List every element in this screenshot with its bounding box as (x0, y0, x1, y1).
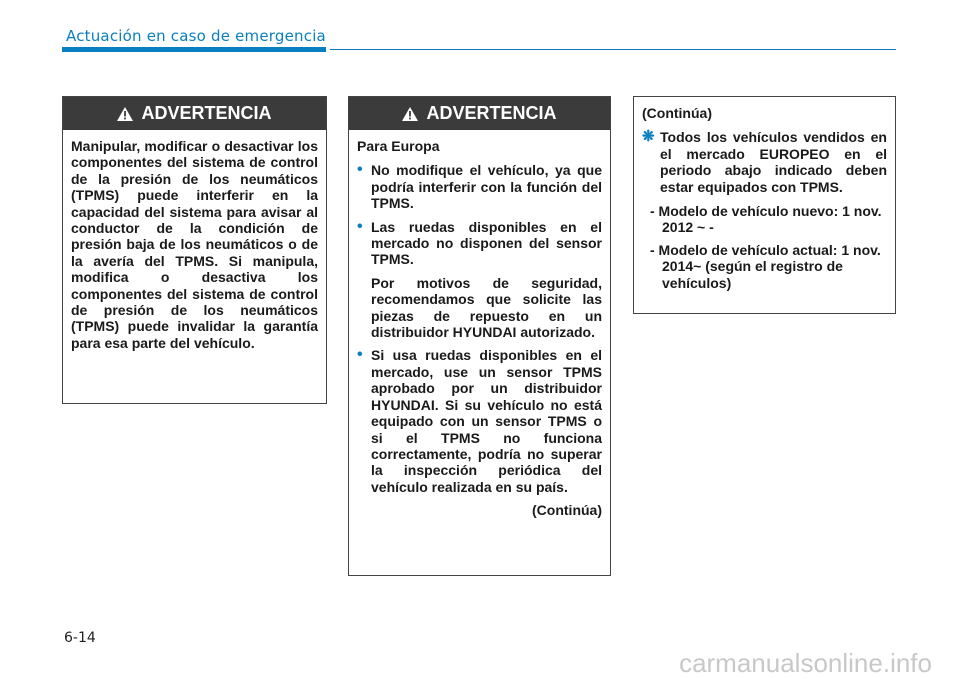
header-rule-accent (62, 47, 326, 52)
warning-box-tampering (62, 96, 327, 404)
continuation-heading: (Continúa) (642, 105, 712, 121)
dash-item: - Modelo de vehículo actual: 1 nov. 2014~ (según el registro de vehículos) (650, 241, 881, 291)
bullet-item: • Las ruedas disponibles en el mercado no disponen del sensor TPMS. (357, 219, 602, 268)
page-number: 6-14 (64, 630, 96, 646)
note-text: Todos los vehículos vendidos en el mercado EUROPEO en el periodo abajo indicado deben estar equipados con TPMS. (660, 129, 887, 195)
continues-label: (Continúa) (532, 502, 602, 519)
warning-triangle-icon (402, 107, 418, 121)
continuation-box (633, 96, 896, 314)
bullet-item: • No modifique el vehículo, ya que podría interferir con la función del TPMS. (357, 162, 602, 211)
watermark: carmanualsonline.info (679, 648, 932, 678)
warning-header (63, 97, 326, 130)
warning-title: ADVERTENCIA (141, 103, 272, 123)
warning-triangle-icon (117, 107, 133, 121)
note-item (642, 129, 887, 195)
section-title: Actuación en caso de emergencia (66, 27, 326, 45)
warning-text: Manipular, modificar o desactivar los componentes del sistema de control de la presión de los neumáticos (TPMS) puede interferir en la capacidad del sistema para avisar al conductor de la condición de presión baja de los neumáticos o de la avería del TPMS. Si manipula, modifica o desactiva los componentes del sistema de control de presión de los neumáticos (TPMS) puede invalidar la garantía para esa parte del vehículo. (71, 138, 318, 351)
bullet-item: • Si usa ruedas disponibles en el mercado, use un sensor TPMS aprobado por un distribuidor HYUNDAI. Si su vehículo no está equipado con un sensor TPMS o si el TPMS no funciona correctamente, podría no superar la inspección periódica del vehículo realizada en su país. (357, 347, 602, 495)
warning-title: ADVERTENCIA (426, 103, 557, 123)
warning-box-europe (348, 96, 611, 576)
dash-item: - Modelo de vehículo nuevo: 1 nov. 2012 ~ - (650, 203, 882, 236)
asterisk-note-icon: ❋ (642, 128, 655, 146)
bullet-continuation: Por motivos de seguridad, recomendamos que solicite las piezas de repuesto en un distribuidor HYUNDAI autorizado. (371, 274, 602, 341)
header-rule-line (330, 49, 896, 50)
warning-intro: Para Europa (357, 138, 440, 154)
warning-header (349, 97, 610, 130)
